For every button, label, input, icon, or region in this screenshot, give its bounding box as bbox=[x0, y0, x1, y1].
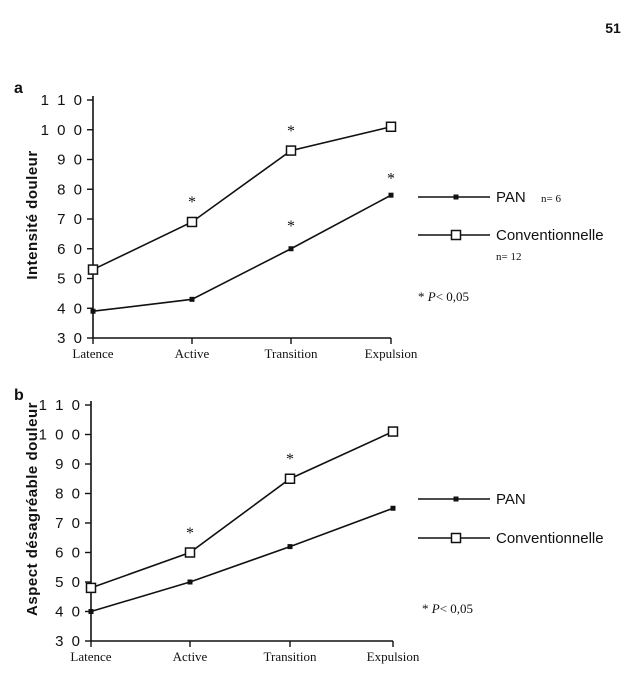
significance-star: * bbox=[287, 217, 295, 235]
y-tick-label: 9 0 bbox=[57, 151, 84, 169]
y-tick-label: 1 0 0 bbox=[38, 426, 82, 444]
legend-label: PAN bbox=[496, 491, 526, 508]
legend-label: Conventionnelle bbox=[496, 530, 604, 547]
data-point-open-square bbox=[87, 583, 96, 592]
y-tick-label: 5 0 bbox=[55, 574, 82, 591]
x-tick-label: Latence bbox=[70, 649, 112, 664]
x-tick-label: Active bbox=[174, 346, 210, 361]
p-value-note: * P< 0,05 bbox=[422, 601, 474, 616]
data-point-filled-square bbox=[188, 580, 193, 585]
data-point-open-square bbox=[89, 265, 98, 274]
data-point-open-square bbox=[389, 427, 398, 436]
panel-b bbox=[14, 387, 604, 664]
y-tick-label: 6 0 bbox=[55, 544, 82, 562]
y-tick-label: 1 0 0 bbox=[40, 121, 84, 139]
data-point-open-square bbox=[286, 474, 295, 483]
x-tick-label: Latence bbox=[72, 346, 114, 361]
legend-marker-open-square bbox=[452, 534, 461, 543]
legend-label: Conventionnelle bbox=[496, 227, 604, 244]
data-point-open-square bbox=[186, 548, 195, 557]
x-tick-label: Transition bbox=[264, 346, 318, 361]
data-point-open-square bbox=[287, 146, 296, 155]
y-tick-label: 4 0 bbox=[55, 603, 82, 621]
page-number: 51 bbox=[605, 20, 621, 36]
x-tick-label: Transition bbox=[263, 649, 317, 664]
y-tick-label: 5 0 bbox=[57, 270, 84, 288]
legend-label: PAN bbox=[496, 189, 526, 206]
data-point-filled-square bbox=[391, 506, 396, 511]
significance-star: * bbox=[286, 451, 294, 469]
series-line-conventionnelle bbox=[93, 127, 391, 270]
data-point-filled-square bbox=[190, 297, 195, 302]
data-point-filled-square bbox=[288, 544, 293, 549]
p-value-note: * P< 0,05 bbox=[418, 289, 470, 304]
significance-star: * bbox=[387, 170, 395, 188]
x-tick-label: Expulsion bbox=[366, 649, 420, 664]
data-point-filled-square bbox=[289, 246, 294, 251]
series-line-pan bbox=[91, 508, 393, 611]
y-tick-label: 8 0 bbox=[57, 181, 84, 199]
legend-sample-size: n= 12 bbox=[496, 251, 522, 263]
legend-marker-filled-square bbox=[454, 195, 459, 200]
y-tick-label: 1 1 0 bbox=[38, 397, 82, 414]
y-tick-label: 9 0 bbox=[55, 456, 82, 473]
panel-letter: a bbox=[14, 80, 23, 97]
significance-star: * bbox=[186, 524, 194, 542]
y-tick-label: 7 0 bbox=[57, 211, 84, 228]
series-line-conventionnelle bbox=[91, 432, 393, 588]
series-line-pan bbox=[93, 195, 391, 311]
data-point-filled-square bbox=[89, 609, 94, 614]
y-tick-label: 8 0 bbox=[55, 485, 82, 503]
y-tick-label: 1 1 0 bbox=[40, 92, 84, 109]
y-axis-label: Aspect désagréable douleur bbox=[24, 402, 41, 616]
y-tick-label: 6 0 bbox=[57, 240, 84, 258]
data-point-open-square bbox=[188, 217, 197, 226]
legend-sample-size: n= 6 bbox=[541, 193, 561, 205]
significance-star: * bbox=[188, 194, 196, 212]
data-point-filled-square bbox=[91, 309, 96, 314]
panel-letter: b bbox=[14, 387, 24, 404]
y-tick-label: 4 0 bbox=[57, 300, 84, 318]
legend-marker-filled-square bbox=[454, 497, 459, 502]
x-tick-label: Active bbox=[172, 649, 208, 664]
x-tick-label: Expulsion bbox=[364, 346, 418, 361]
data-point-open-square bbox=[387, 122, 396, 131]
y-tick-label: 3 0 bbox=[55, 633, 82, 650]
legend-marker-open-square bbox=[452, 231, 461, 240]
y-tick-label: 3 0 bbox=[57, 330, 84, 347]
panel-a bbox=[14, 80, 604, 361]
y-axis-label: Intensité douleur bbox=[24, 150, 41, 280]
significance-star: * bbox=[287, 122, 295, 140]
y-tick-label: 7 0 bbox=[55, 515, 82, 532]
data-point-filled-square bbox=[389, 193, 394, 198]
